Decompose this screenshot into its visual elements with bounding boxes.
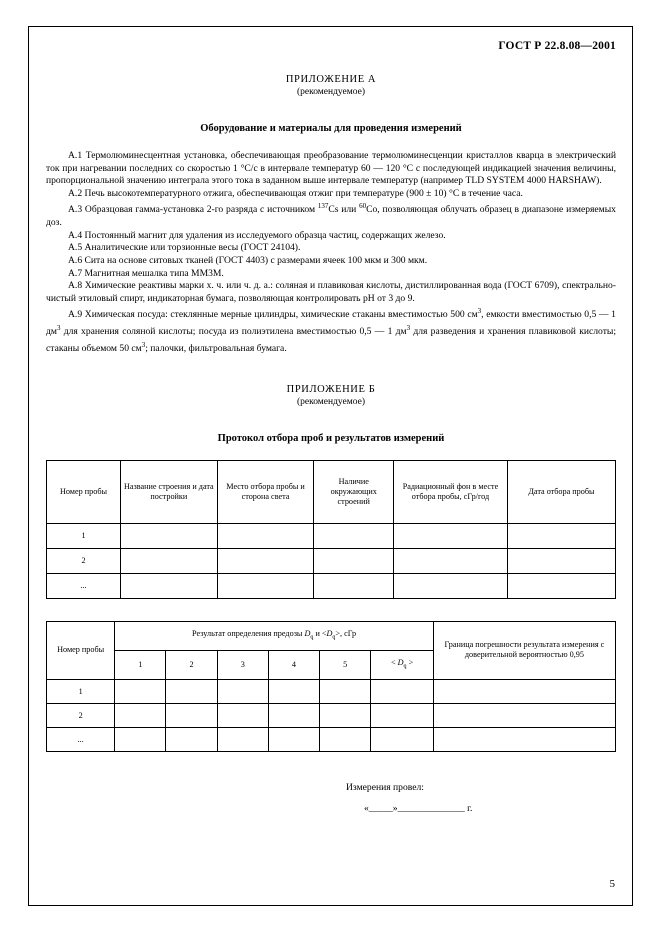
appendix-a-title: ПРИЛОЖЕНИЕ А [285,74,377,85]
table2-r1-c5[interactable] [320,703,371,727]
appendix-a-item-5: А.5 Аналитические или торзионные весы (ГОСТ 24104). [68,242,301,254]
appendix-a-item-9: А.9 Химическая посуда: стеклянные мерные цилиндры, химические стаканы вместимостью 500 $см^3$, емкости вместимостью 0,5 — 1 $дм^3$ для хранения соляной кислоты; посуда из полиэтилена вместимостью 0,5 — 1 $дм^3$ для разведения и хранения плавиковой кислоты; стаканы объемом 50 $см^3$; палочки, фильтровальная бумага. [46,307,617,355]
table-header-row [47,621,616,650]
table1-r1-c5[interactable] [507,548,615,573]
standard-number: ГОСТ Р 22.8.08—2001 [498,40,616,52]
table2-subheader-2: 3 [217,650,268,679]
table1-r2-c2[interactable] [217,573,314,598]
appendix-a-section-title: Оборудование и материалы для проведения измерений [200,123,462,134]
appendix-b-subtitle: (рекомендуемое) [296,396,366,407]
signature-line-1: Измерения провел: [346,781,424,793]
table1-header-1: Название строения и дата постройки [120,460,217,523]
table2-r2-c6[interactable] [371,727,434,751]
table2-r0-c6[interactable] [371,679,434,703]
appendix-a-subtitle: (рекомендуемое) [296,87,366,97]
table2-r1-c2[interactable] [166,703,217,727]
appendix-b-title: ПРИЛОЖЕНИЕ Б [286,383,376,395]
table-row [47,727,616,751]
sampling-protocol-table [46,460,616,599]
appendix-a-heading [46,74,616,97]
table2-r0-c1[interactable] [115,679,166,703]
table2-header-sample-number: Номер пробы [47,621,115,679]
table1-header-5: Дата отбора пробы [507,460,615,523]
table1-r0-c5[interactable] [507,523,615,548]
table-row [47,548,616,573]
table-row [47,703,616,727]
table1-header-3: Наличие окружающих строений [314,460,394,523]
measurement-results-table [46,621,616,752]
table2-header-error-limit: Граница погрешности результата измерения с доверительной вероятностью 0,95 [433,621,615,679]
table1-r1-c1[interactable] [120,548,217,573]
table2-r0-c0: 1 [47,679,115,703]
table1-header-2: Место отбора пробы и сторона света [217,460,314,523]
table2-r2-c1[interactable] [115,727,166,751]
table2-r0-c5[interactable] [320,679,371,703]
table2-r0-c3[interactable] [217,679,268,703]
table1-r2-c0: ... [47,573,121,598]
table-row [47,679,616,703]
table2-r1-c3[interactable] [217,703,268,727]
appendix-a-item-8: А.8 Химические реактивы марки х. ч. или ч. д. а.: соляная и плавиковая кислоты, дистиллированная вода (ГОСТ 6709), спектрально-чистый этиловый спирт, индикаторная бумага, позволяющая контролировать рН от 3 до 9. [46,280,616,304]
signature-line-2: «_____»______________ г. [364,802,473,814]
table2-r2-c5[interactable] [320,727,371,751]
appendix-a-item-2: А.2 Печь высокотемпературного отжига, обеспечивающая отжиг при температуре (900 ± 10) °С в течение часа. [68,187,523,199]
table2-r1-c1[interactable] [115,703,166,727]
table1-r1-c3[interactable] [314,548,394,573]
table-header-row [47,460,616,523]
table1-r2-c5[interactable] [507,573,615,598]
table1-r0-c1[interactable] [120,523,217,548]
table2-r1-c7[interactable] [433,703,615,727]
signature-block [46,782,616,814]
page-number: 5 [609,878,615,890]
table2-r2-c3[interactable] [217,727,268,751]
table1-r1-c4[interactable] [394,548,508,573]
table2-r2-c2[interactable] [166,727,217,751]
table2-r1-c0: 2 [47,703,115,727]
table2-subheader-4: 5 [320,650,371,679]
table2-header-group: Результат определения предозы $D_q$ $и <D_q>$, сГр [115,621,434,650]
table2-r2-c4[interactable] [268,727,319,751]
appendix-b-section-title: Протокол отбора проб и результатов измерений [217,432,445,444]
table2-r0-c2[interactable] [166,679,217,703]
appendix-a-item-3: А.3 Образцовая гамма-установка 2-го разряда с источником $^{137}$Cs или $^{60}$Co, позволяющая облучать образец в диапазоне измеряемых доз. [46,202,616,229]
page-content [46,40,616,814]
table2-subheader-5: < $D_q$ > [371,650,434,679]
table2-r0-c4[interactable] [268,679,319,703]
appendix-a-item-1: А.1 Термолюминесцентная установка, обеспечивающая преобразование термолюминесценции кристаллов кварца в электрический ток при нагревании последних со скоростью 1 °С/с в интервале температур 60 — 120 °С с последующей индикацией значения величины, пропорциональной значению интеграла этого тока в заданном выше интервале температур (например TLD SYSTEM 4000 HARSHAW). [46,150,616,187]
appendix-a-item-6: А.6 Сита на основе ситовых тканей (ГОСТ 4403) с размерами ячеек 100 мкм и 300 мкм. [68,254,428,266]
appendix-a-item-4: А.4 Постоянный магнит для удаления из исследуемого образца частиц, содержащих железо. [68,229,446,241]
table1-r2-c4[interactable] [394,573,508,598]
table1-r0-c3[interactable] [314,523,394,548]
appendix-a-item-7: А.7 Магнитная мешалка типа ММ3М. [68,267,224,279]
table2-r1-c4[interactable] [268,703,319,727]
table-row [47,523,616,548]
table2-r2-c7[interactable] [433,727,615,751]
table2-r2-c0: ... [47,727,115,751]
table1-header-0: Номер пробы [47,460,121,523]
table1-r0-c2[interactable] [217,523,314,548]
appendix-b-heading [46,384,616,407]
table1-r0-c4[interactable] [394,523,508,548]
table1-r1-c0: 2 [47,548,121,573]
table-row [47,573,616,598]
table1-r1-c2[interactable] [217,548,314,573]
table1-r2-c1[interactable] [120,573,217,598]
table1-r0-c0: 1 [47,523,121,548]
table1-r2-c3[interactable] [314,573,394,598]
table2-subheader-3: 4 [268,650,319,679]
table1-header-4: Радиационный фон в месте отбора пробы, сГр/год [394,460,508,523]
table2-subheader-1: 2 [166,650,217,679]
table2-subheader-0: 1 [115,650,166,679]
table2-r1-c6[interactable] [371,703,434,727]
table2-r0-c7[interactable] [433,679,615,703]
